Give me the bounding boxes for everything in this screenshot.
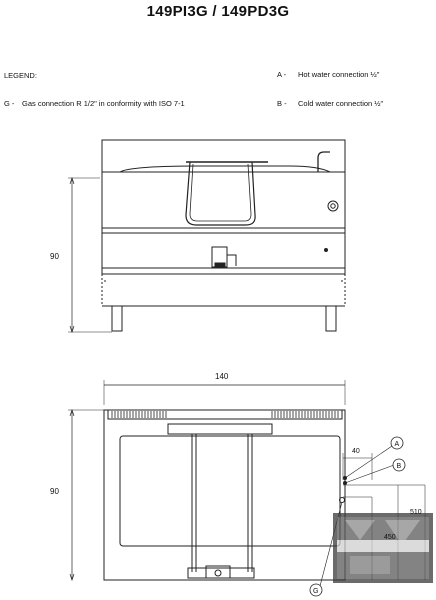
dim-conn-510: 510 [410, 509, 422, 516]
legend-key-b: B - [277, 99, 287, 108]
dim-front-height: 90 [50, 252, 59, 261]
callout-a-label: A [394, 441, 400, 448]
legend-heading: LEGEND: [4, 71, 37, 80]
callout-g-label: G [313, 588, 319, 595]
drawing-title: 149PI3G / 149PD3G [146, 3, 290, 20]
legend-key-a: A - [277, 70, 287, 79]
dim-conn-40: 40 [352, 448, 360, 455]
front-view [68, 140, 345, 332]
legend-text-b: Cold water connection ½" [298, 99, 384, 108]
legend-key-g: G - [4, 99, 15, 108]
dim-top-width: 140 [215, 372, 229, 381]
callout-b-label: B [396, 463, 402, 470]
dim-conn-450: 450 [384, 534, 396, 541]
legend-text-a: Hot water connection ½" [298, 70, 380, 79]
legend-text-g: Gas connection R 1/2" in conformity with ISO 7-1 [22, 99, 185, 108]
dim-top-depth: 90 [50, 487, 59, 496]
watermark-logo [333, 513, 433, 583]
